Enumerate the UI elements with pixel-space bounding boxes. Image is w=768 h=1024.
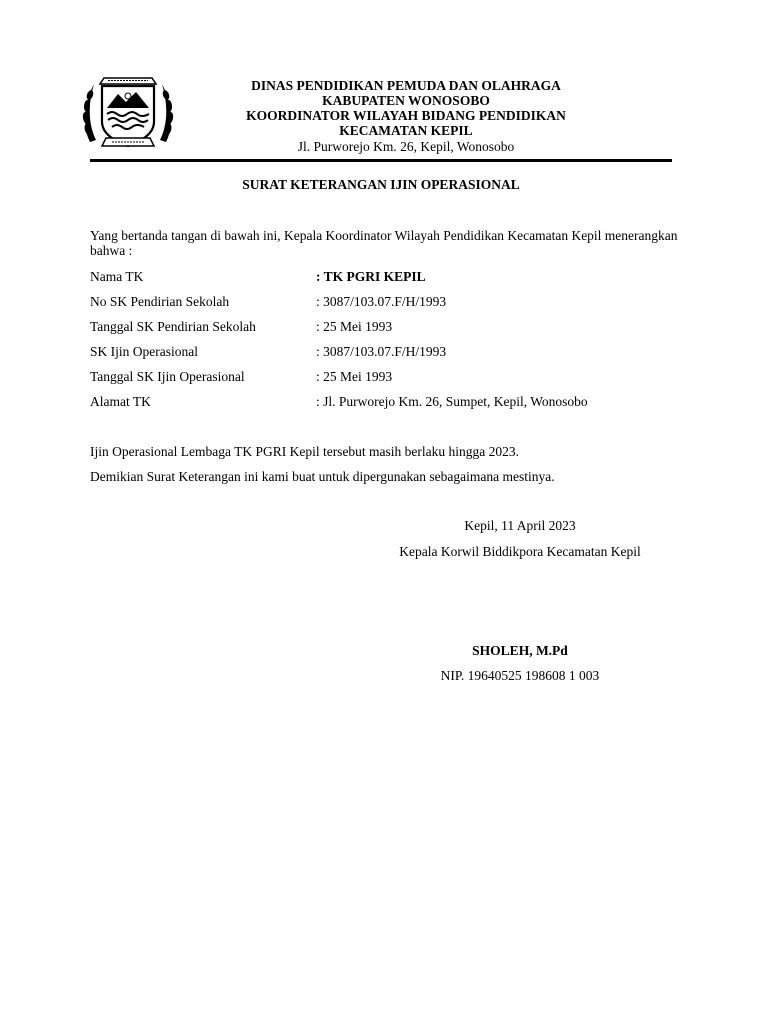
signature-place-date: Kepil, 11 April 2023: [464, 518, 576, 533]
wonosobo-regency-crest-icon: [80, 72, 176, 154]
signatory-nip: NIP. 19640525 198608 1 003: [440, 668, 600, 683]
signature-position: Kepala Korwil Biddikpora Kecamatan Kepil: [399, 544, 641, 559]
header-divider: [90, 159, 672, 162]
closing-paragraph: Demikian Surat Keterangan ini kami buat untuk dipergunakan sebagaimana mestinya.: [90, 469, 555, 484]
field-label: SK Ijin Operasional: [90, 344, 198, 359]
letterhead: [196, 78, 616, 155]
field-row: [90, 344, 690, 369]
agency-name: DINAS PENDIDIKAN PEMUDA DAN OLAHRAGA: [251, 78, 561, 93]
field-value: : Jl. Purworejo Km. 26, Sumpet, Kepil, Wonosobo: [316, 394, 588, 409]
field-label: Tanggal SK Ijin Operasional: [90, 369, 245, 384]
field-label: No SK Pendirian Sekolah: [90, 294, 230, 309]
field-row: [90, 319, 690, 344]
field-row: [90, 269, 690, 294]
detail-fields: [90, 269, 690, 419]
district-name: KECAMATAN KEPIL: [339, 123, 473, 138]
document-title: SURAT KETERANGAN IJIN OPERASIONAL: [242, 177, 520, 192]
field-row: [90, 369, 690, 394]
intro-paragraph: Yang bertanda tangan di bawah ini, Kepala Koordinator Wilayah Pendidikan Kecamatan Kepil menerangkan bahwa :: [90, 228, 678, 258]
letterhead-address: Jl. Purworejo Km. 26, Kepil, Wonosobo: [297, 139, 515, 154]
signatory-name: SHOLEH, M.Pd: [472, 643, 568, 658]
regency-name: KABUPATEN WONOSOBO: [322, 93, 490, 108]
field-value: : TK PGRI KEPIL: [316, 269, 426, 284]
validity-paragraph: Ijin Operasional Lembaga TK PGRI Kepil tersebut masih berlaku hingga 2023.: [90, 444, 520, 459]
field-value: : 25 Mei 1993: [316, 319, 393, 334]
field-label: Nama TK: [90, 269, 144, 284]
field-value: : 25 Mei 1993: [316, 369, 393, 384]
field-label: Alamat TK: [90, 394, 151, 409]
field-value: : 3087/103.07.F/H/1993: [316, 344, 447, 359]
field-label: Tanggal SK Pendirian Sekolah: [90, 319, 256, 334]
field-row: [90, 394, 690, 419]
field-value: : 3087/103.07.F/H/1993: [316, 294, 447, 309]
coordinator-name: KOORDINATOR WILAYAH BIDANG PENDIDIKAN: [246, 108, 566, 123]
field-row: [90, 294, 690, 319]
